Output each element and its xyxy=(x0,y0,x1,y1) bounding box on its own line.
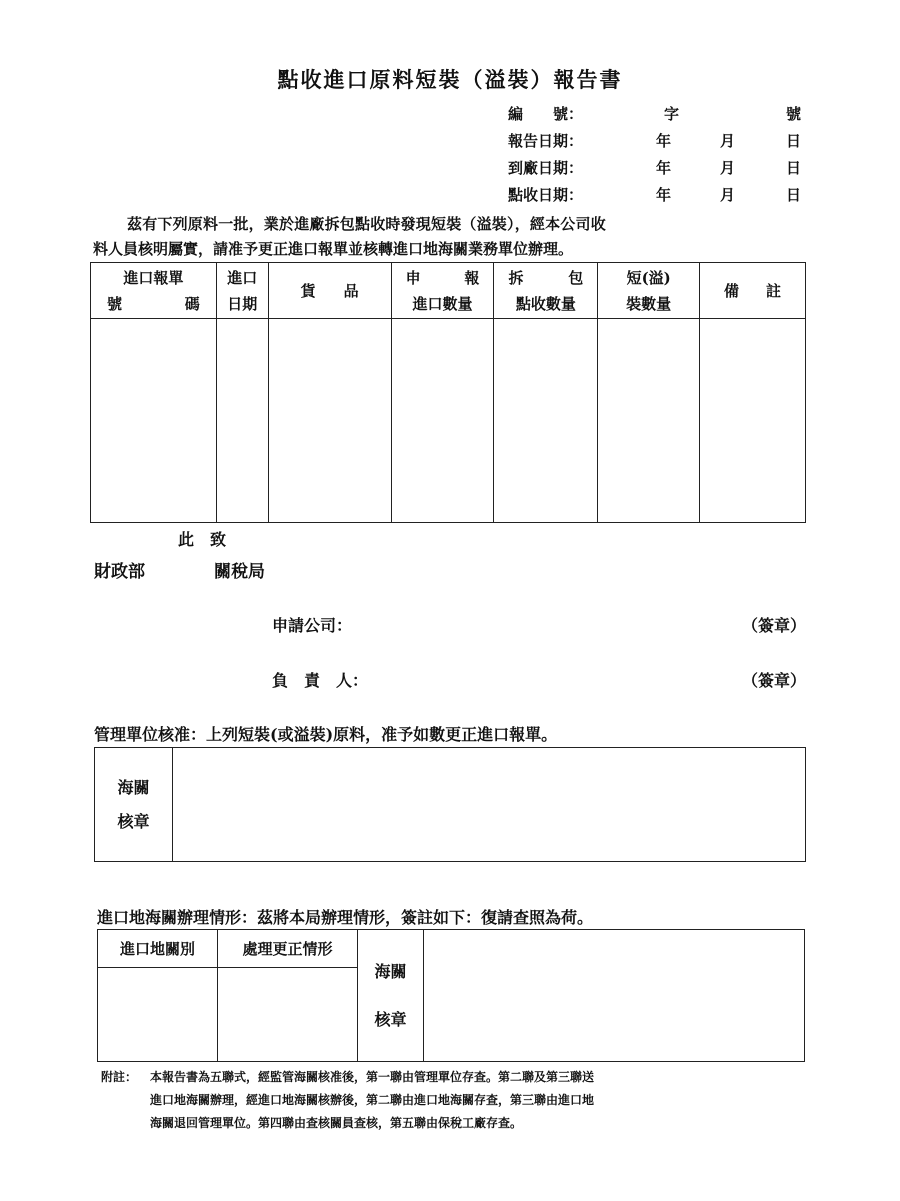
cell-short-over-qty[interactable] xyxy=(598,319,700,523)
cell-remarks[interactable] xyxy=(700,319,806,523)
check-date-day: 日 xyxy=(786,186,802,204)
report-date-month: 月 xyxy=(720,132,736,150)
col-declaration-number: 進口報單 號 碼 xyxy=(91,263,217,319)
check-date-label: 點收日期： xyxy=(508,186,584,204)
col-short-over-qty: 短(溢) 裝數量 xyxy=(598,263,700,319)
col-goods: 貨 品 xyxy=(268,263,391,319)
col-remarks: 備 註 xyxy=(700,263,806,319)
company-label: 申請公司： xyxy=(272,616,353,635)
person-label: 負 責 人： xyxy=(272,671,369,690)
col-import-date: 進口 日期 xyxy=(216,263,268,319)
arrival-date-year: 年 xyxy=(656,159,672,177)
check-date-year: 年 xyxy=(656,186,672,204)
report-date-year: 年 xyxy=(656,132,672,150)
cell-goods[interactable] xyxy=(268,319,391,523)
table-body-row xyxy=(91,319,806,523)
cell-declaration-number[interactable] xyxy=(91,319,217,523)
report-date-day: 日 xyxy=(786,132,802,150)
port-col-handling: 處理更正情形 xyxy=(218,930,358,968)
number-hao: 號 xyxy=(786,105,802,123)
check-date-month: 月 xyxy=(720,186,736,204)
note-line-2: 進口地海關辦理，經進口地海關核辦後，第二聯由進口地海關存查，第三聯由進口地 xyxy=(150,1093,595,1107)
port-cell-office[interactable] xyxy=(98,968,218,1062)
ci-zhi: 此 致 xyxy=(178,530,227,549)
note-line-3: 海關退回管理單位。第四聯由查核關員查核，第五聯由保稅工廠存查。 xyxy=(150,1116,523,1130)
arrival-date-label: 到廠日期： xyxy=(508,159,584,177)
port-stamp-area[interactable] xyxy=(424,930,805,1062)
cell-counted-qty[interactable] xyxy=(494,319,598,523)
port-cell-handling[interactable] xyxy=(218,968,358,1062)
cell-import-date[interactable] xyxy=(216,319,268,523)
approval-stamp-area[interactable] xyxy=(173,748,806,862)
port-text: 進口地海關辦理情形：茲將本局辦理情形，簽註如下：復請查照為荷。 xyxy=(97,908,594,927)
person-seal: （簽章） xyxy=(742,671,807,690)
table-header-row xyxy=(91,263,806,319)
col-declared-qty: 申 報 進口數量 xyxy=(391,263,494,319)
intro-line-2: 料人員核明屬實，請准予更正進口報單並核轉進口地海關業務單位辦理。 xyxy=(93,240,574,258)
arrival-date-month: 月 xyxy=(720,159,736,177)
number-label: 編 號： xyxy=(508,105,584,123)
addressee-bureau: 關稅局 xyxy=(214,562,265,582)
company-seal: （簽章） xyxy=(742,616,807,635)
intro-line-1: 茲有下列原料一批，業於進廠拆包點收時發現短裝（溢裝），經本公司收 xyxy=(127,215,606,233)
report-date-label: 報告日期： xyxy=(508,132,584,150)
number-zi: 字 xyxy=(664,105,680,123)
col-counted-qty: 拆 包 點收數量 xyxy=(494,263,598,319)
approval-stamp-label: 海關 核章 xyxy=(95,748,173,862)
port-stamp-label: 海關 核章 xyxy=(358,930,424,1062)
approval-text: 管理單位核准：上列短裝(或溢裝)原料，准予如數更正進口報單。 xyxy=(94,725,558,744)
port-table xyxy=(97,929,805,1062)
cell-declared-qty[interactable] xyxy=(391,319,494,523)
goods-table xyxy=(90,262,806,523)
port-col-office: 進口地關別 xyxy=(98,930,218,968)
note-line-1: 本報告書為五聯式，經監管海關核准後，第一聯由管理單位存查。第二聯及第三聯送 xyxy=(150,1070,595,1084)
approval-box xyxy=(94,747,806,862)
note-label: 附註： xyxy=(101,1070,138,1084)
addressee-ministry: 財政部 xyxy=(94,562,145,582)
form-title: 點收進口原料短裝（溢裝）報告書 xyxy=(277,67,623,92)
arrival-date-day: 日 xyxy=(786,159,802,177)
